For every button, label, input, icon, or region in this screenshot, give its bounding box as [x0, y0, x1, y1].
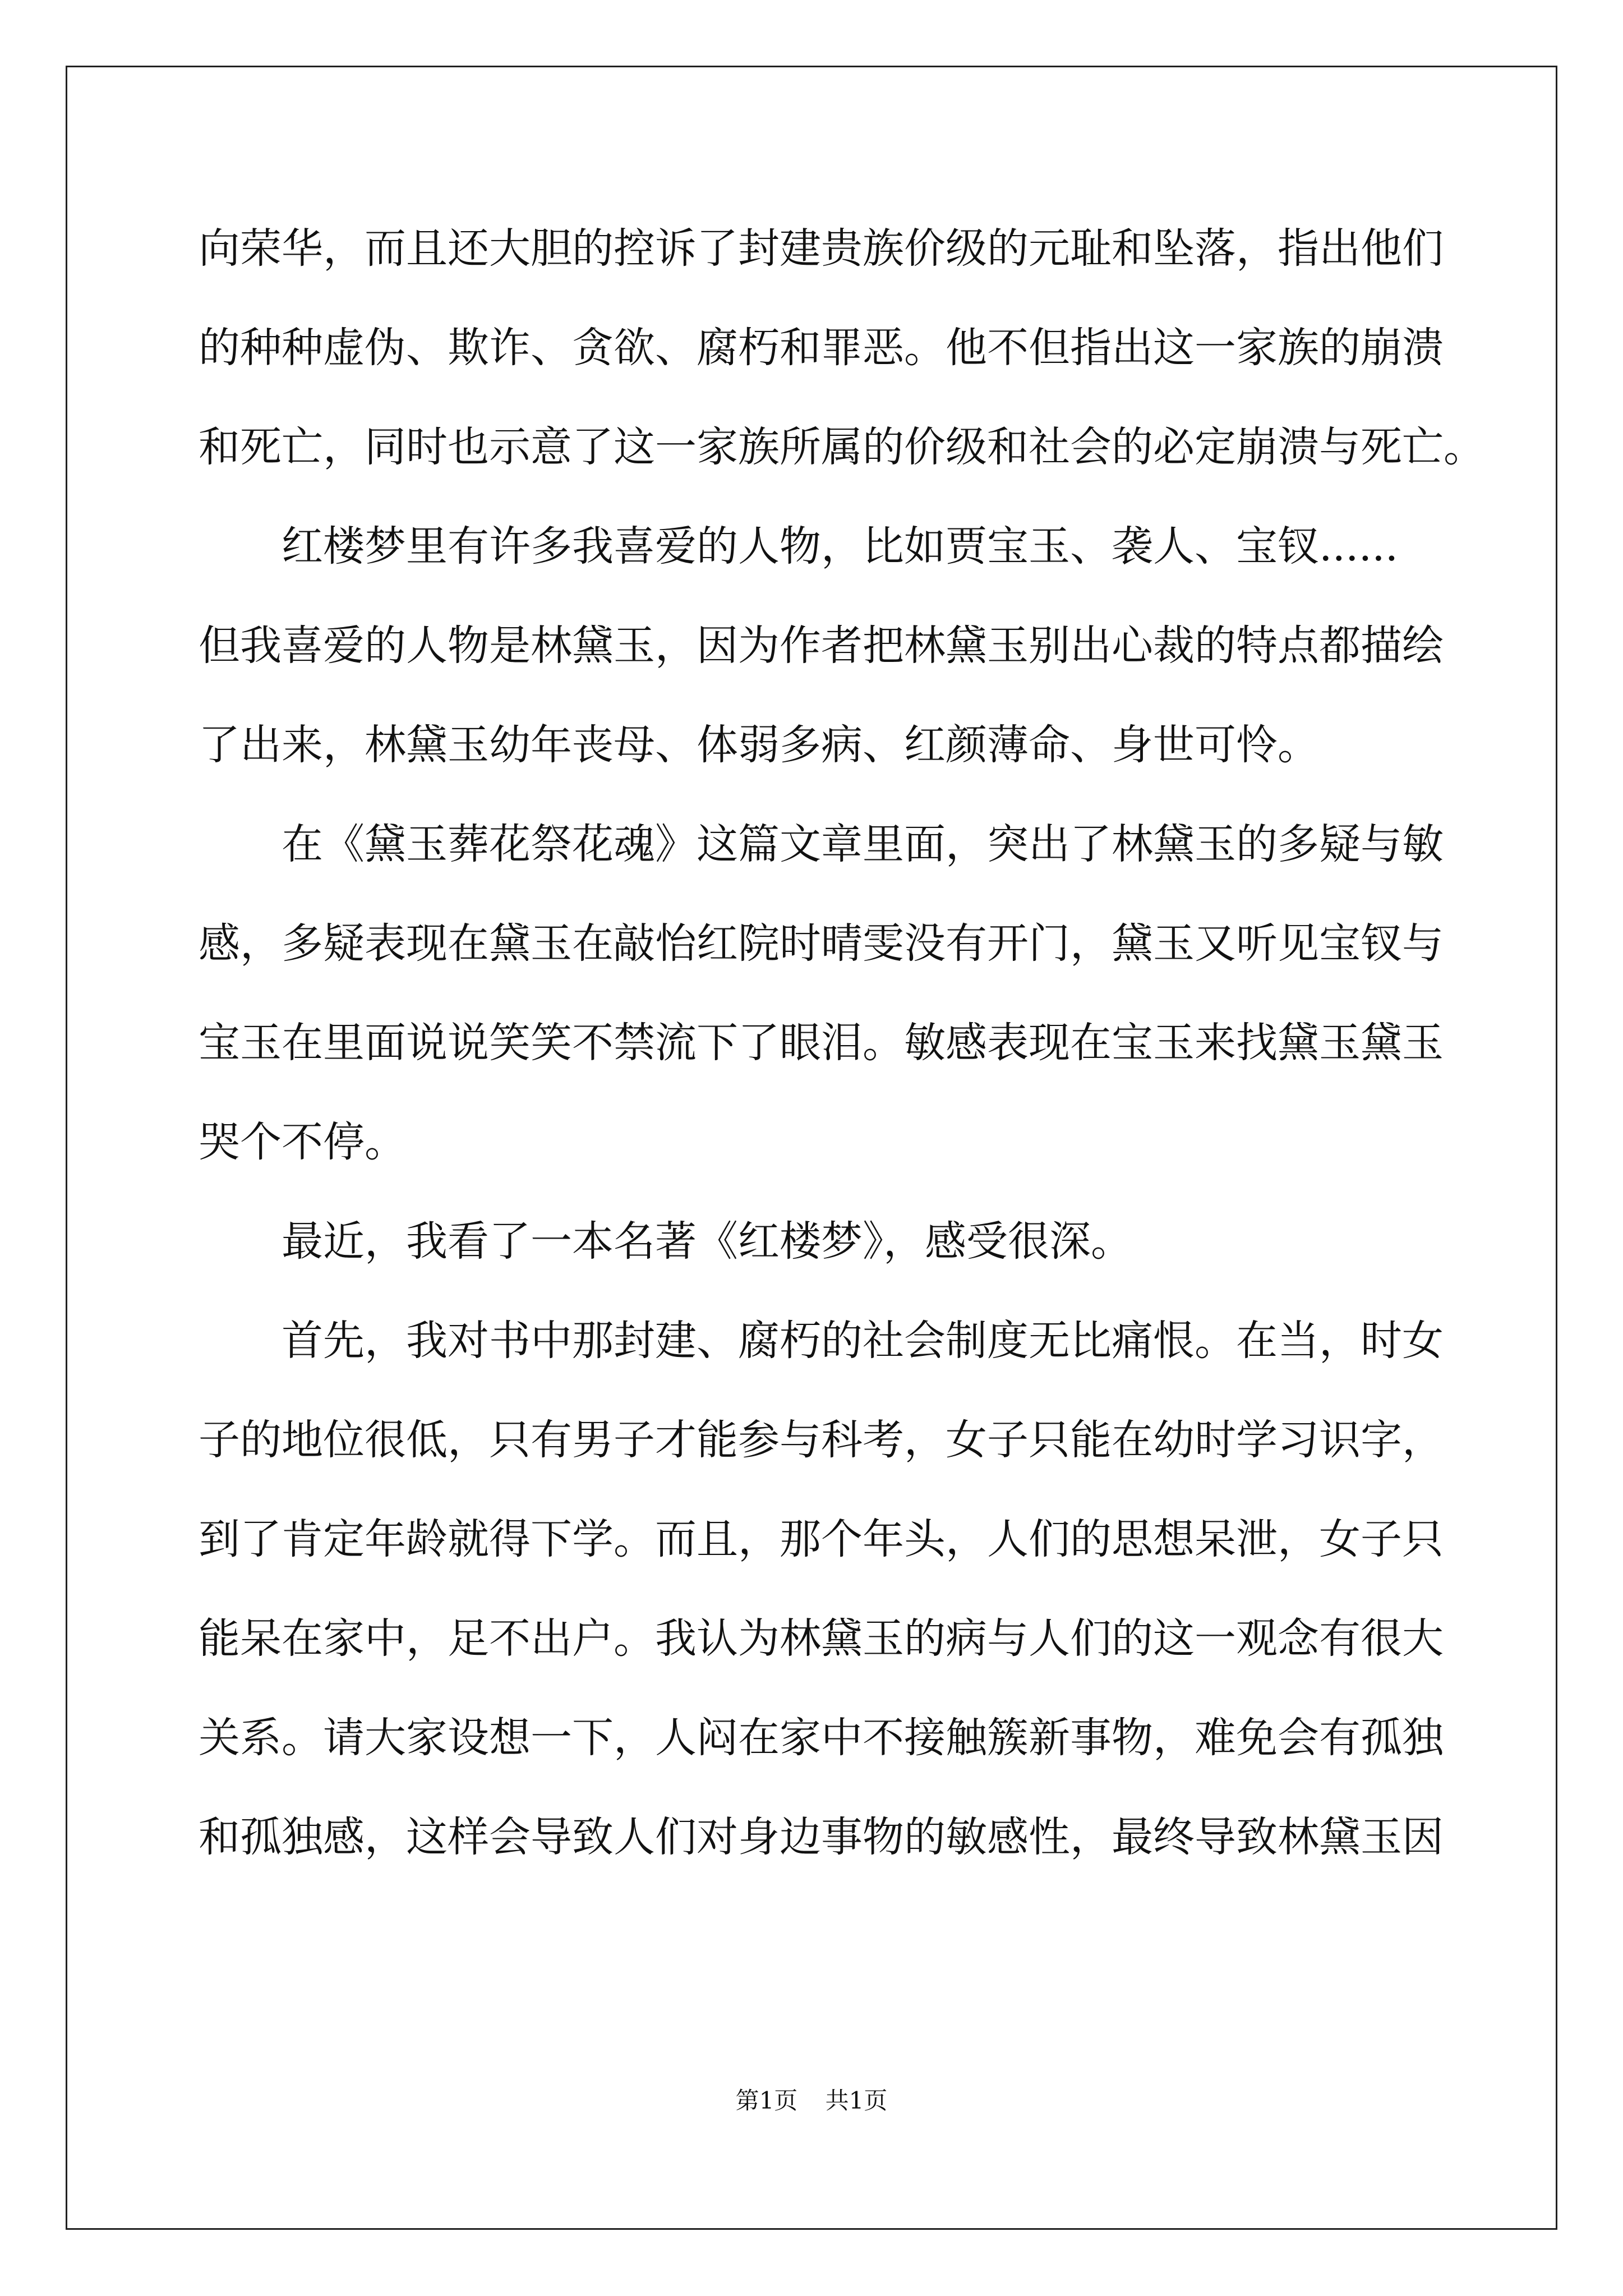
- text-line-2: 的种种虚伪、欺诈、贪欲、腐朽和罪恶。他不但指出这一家族的崩溃: [199, 324, 1444, 372]
- text-line-6: 了出来，林黛玉幼年丧母、体弱多病、红颜薄命、身世可怜。: [199, 721, 1319, 769]
- text-line-15: 能呆在家中，足不出户。我认为林黛玉的病与人们的这一观念有很大: [199, 1614, 1444, 1663]
- text-line-10: 哭个不停。: [199, 1118, 406, 1166]
- page-number: 第1页: [735, 2087, 798, 2114]
- text-line-1: 向荣华，而且还大胆的控诉了封建贵族价级的元耻和坠落，指出他们: [199, 224, 1444, 273]
- page-footer: [0, 2087, 1623, 2115]
- document-body: [199, 223, 1485, 1911]
- text-line-8: 感，多疑表现在黛玉在敲怡红院时晴雯没有开门，黛玉又听见宝钗与: [199, 919, 1444, 968]
- text-line-7: 在《黛玉葬花祭花魂》这篇文章里面，突出了林黛玉的多疑与敏: [282, 820, 1444, 868]
- text-line-14: 到了肯定年龄就得下学。而且，那个年头，人们的思想呆泄，女子只: [199, 1515, 1444, 1563]
- text-line-11: 最近，我看了一本名著《红楼梦》，感受很深。: [282, 1217, 1132, 1266]
- page-total: 共1页: [825, 2087, 888, 2114]
- text-line-12: 首先，我对书中那封建、腐朽的社会制度无比痛恨。在当，时女: [282, 1317, 1444, 1365]
- text-line-4: 红楼梦里有许多我喜爱的人物，比如贾宝玉、袭人、宝钗......: [282, 522, 1399, 570]
- text-line-17: 和孤独感，这样会导致人们对身边事物的敏感性，最终导致林黛玉因: [199, 1813, 1444, 1861]
- text-line-5: 但我喜爱的人物是林黛玉，因为作者把林黛玉别出心裁的特点都描绘: [199, 622, 1444, 670]
- text-line-3: 和死亡，同时也示意了这一家族所属的价级和社会的必定崩溃与死亡。: [199, 423, 1485, 471]
- text-line-13: 子的地位很低，只有男子才能参与科考，女子只能在幼时学习识字，: [199, 1416, 1444, 1464]
- text-line-16: 关系。请大家设想一下，人闷在家中不接触簇新事物，难免会有孤独: [199, 1714, 1444, 1762]
- text-line-9: 宝玉在里面说说笑笑不禁流下了眼泪。敏感表现在宝玉来找黛玉黛玉: [199, 1019, 1444, 1067]
